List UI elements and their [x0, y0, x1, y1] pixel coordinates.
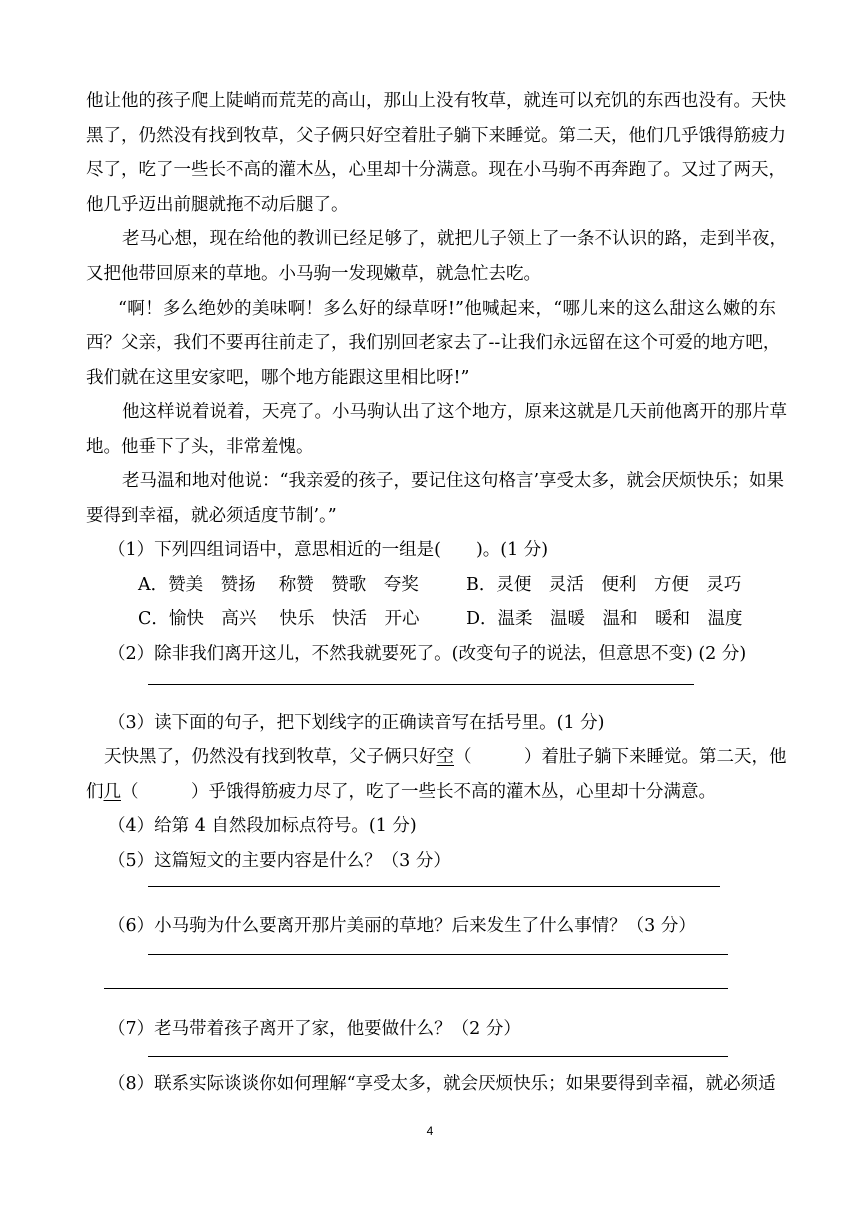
sentence-text: （ ）乎饿得筋疲力尽了，吃了一些长不高的灌木丛，心里却十分满意。: [121, 782, 716, 802]
question-5: （5）这篇短文的主要内容是什么？（3 分）: [108, 851, 451, 871]
question-4: （4）给第 4 自然段加标点符号。(1 分): [108, 816, 417, 836]
underlined-char: 几: [103, 782, 121, 802]
sentence-text: 天快黑了，仍然没有找到牧草，父子俩只好: [104, 747, 437, 767]
question-3-sentence-line: [86, 781, 716, 803]
question-1: （1）下列四组词语中，意思相近的一组是( )。(1 分): [108, 540, 549, 560]
question-8: （8）联系实际谈谈你如何理解“享受太多，就会厌烦快乐；如果要得到幸福，就必须适: [108, 1074, 776, 1094]
passage-line: 又把他带回原来的草地。小马驹一发现嫩草，就急忙去吃。: [86, 264, 541, 284]
passage-line: 他几乎迈出前腿就拖不动后腿了。: [86, 195, 349, 215]
question-2: （2）除非我们离开这儿，不然我就要死了。(改变句子的说法，但意思不变) (2 分): [108, 644, 747, 664]
answer-line[interactable]: [148, 684, 694, 685]
option-d: D．温柔 温暖 温和 暖和 温度: [466, 609, 743, 629]
sentence-text: 们: [86, 782, 104, 802]
passage-line: 黑了，仍然没有找到牧草，父子俩只好空着肚子躺下来睡觉。第二天，他们几乎饿得筋疲力: [86, 126, 786, 146]
sentence-text: （ ）着肚子躺下来睡觉。第二天，他: [454, 747, 787, 767]
passage-line: 老马温和地对他说：“我亲爱的孩子，要记住这句格言’享受太多，就会厌烦快乐；如果: [122, 471, 785, 491]
answer-line[interactable]: [148, 1056, 728, 1057]
question-6: （6）小马驹为什么要离开那片美丽的草地？后来发生了什么事情？（3 分）: [108, 916, 696, 936]
answer-line[interactable]: [104, 988, 728, 989]
passage-line: 老马心想，现在给他的教训已经足够了，就把儿子领上了一条不认识的路，走到半夜，: [122, 229, 787, 249]
passage-line: 我们就在这里安家吧，哪个地方能跟这里相比呀!”: [86, 368, 470, 388]
option-a: A．赞美 赞扬 称赞 赞歌 夸奖: [138, 575, 419, 595]
question-3-sentence-line: [104, 746, 787, 768]
answer-line[interactable]: [148, 954, 728, 955]
passage-line: 他这样说着说着，天亮了。小马驹认出了这个地方，原来这就是几天前他离开的那片草: [122, 402, 787, 422]
option-c: C．愉快 高兴 快乐 快活 开心: [138, 609, 420, 629]
passage-line: 要得到幸福，就必须适度节制’。”: [86, 506, 337, 526]
underlined-char: 空: [436, 747, 454, 767]
passage-line: 西？父亲，我们不要再往前走了，我们别回老家去了--让我们永远留在这个可爱的地方吧，: [86, 333, 781, 353]
page-number: 4: [426, 1124, 434, 1138]
passage-line: 他让他的孩子爬上陡峭而荒芜的高山，那山上没有牧草，就连可以充饥的东西也没有。天快: [86, 91, 786, 111]
passage-line: 地。他垂下了头，非常羞愧。: [86, 437, 314, 457]
question-7: （7）老马带着孩子离开了家，他要做什么？（2 分）: [108, 1019, 521, 1039]
passage-line: “啊！多么绝妙的美味啊！多么好的绿草呀!”他喊起来，“哪儿来的这么甜这么嫩的东: [118, 299, 776, 319]
option-b: B．灵便 灵活 便利 方便 灵巧: [466, 575, 742, 595]
answer-line[interactable]: [148, 886, 720, 887]
passage-line: 尽了，吃了一些长不高的灌木丛，心里却十分满意。现在小马驹不再奔跑了。又过了两天，: [86, 160, 786, 180]
question-3: （3）读下面的句子，把下划线字的正确读音写在括号里。(1 分): [108, 713, 605, 733]
